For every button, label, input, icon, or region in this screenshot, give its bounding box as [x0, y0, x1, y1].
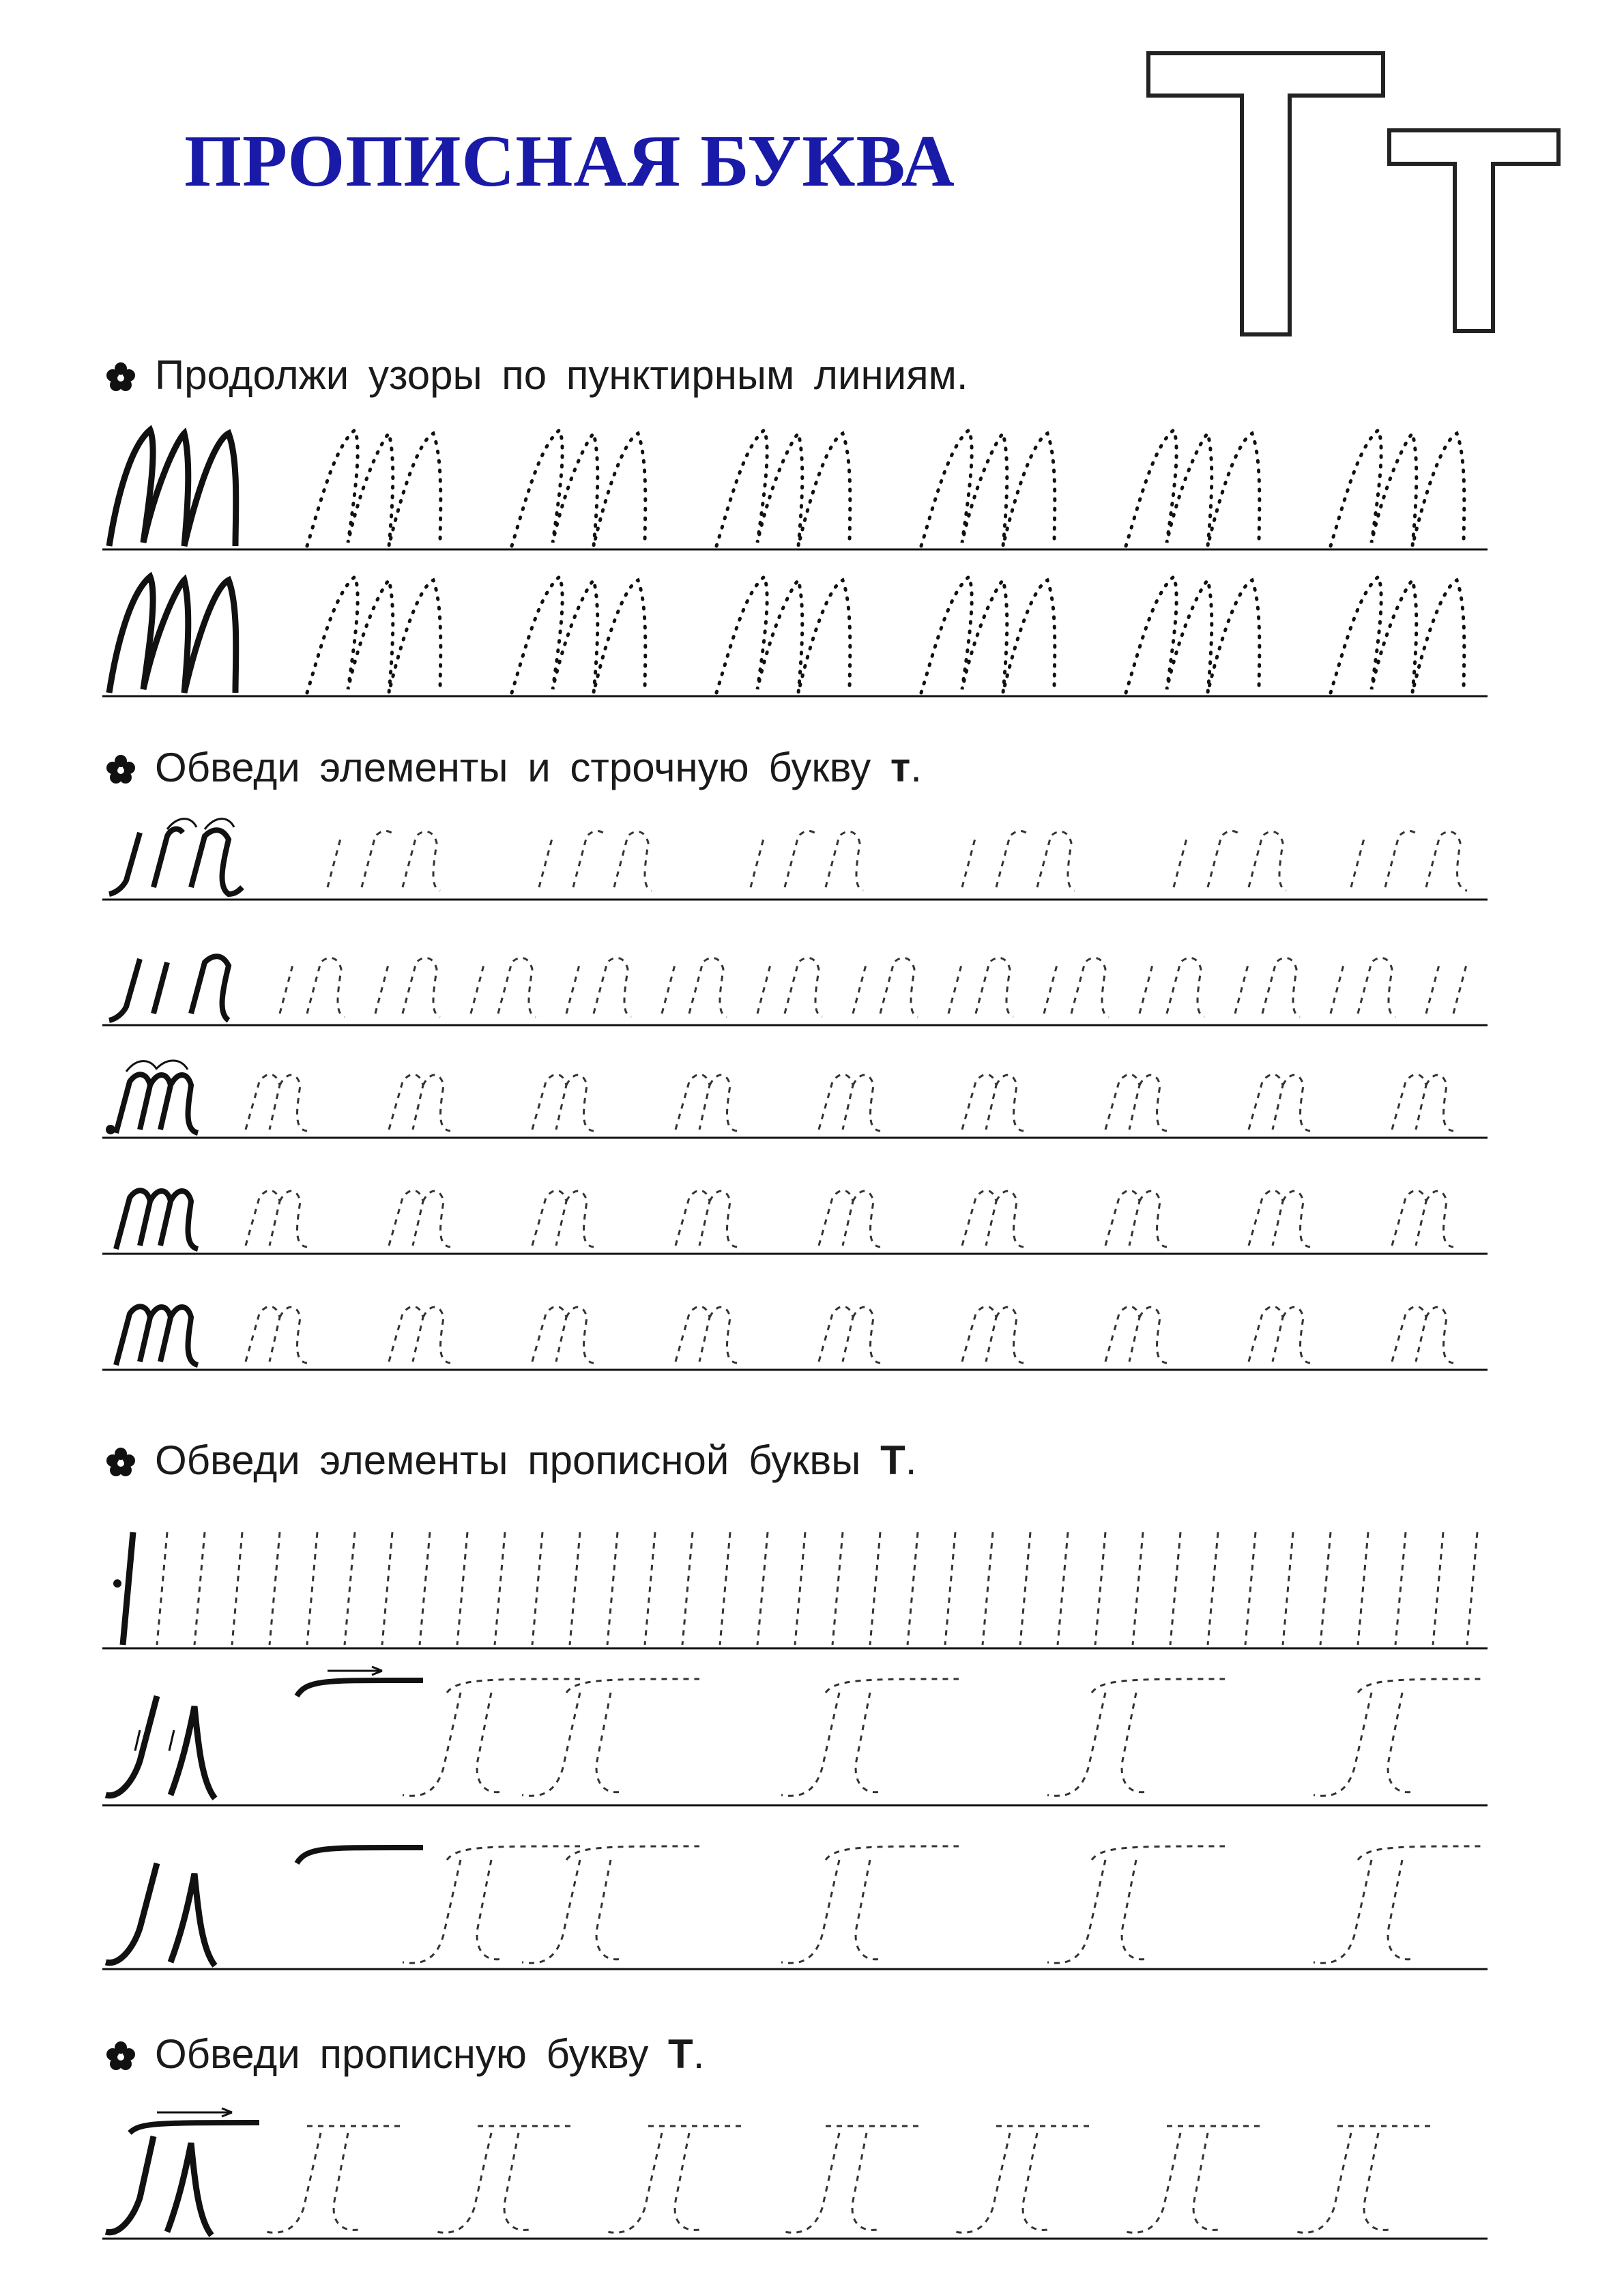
lowercase-letter-row-3 — [102, 1287, 1488, 1382]
flower-icon — [106, 754, 136, 784]
instruction-letter: Т — [668, 2031, 693, 2077]
big-letter-uppercase — [1143, 48, 1389, 341]
instruction-letter: т — [890, 745, 911, 790]
page-title: ПРОПИСНАЯ БУКВА — [184, 121, 955, 202]
lowercase-letter-row-2 — [102, 1171, 1488, 1266]
big-letter-lowercase — [1385, 126, 1563, 338]
instruction-text: Продолжи узоры по пунктирным линиям. — [155, 352, 968, 398]
pattern-row-1 — [102, 420, 1488, 556]
uppercase-letter-row — [102, 2106, 1488, 2249]
lowercase-letter-row-1 — [102, 1054, 1488, 1150]
lowercase-elements-row-2 — [102, 942, 1488, 1037]
instruction-text: Обведи элементы и строчную букву — [155, 745, 871, 790]
instruction-uppercase: Обведи прописную букву Т. — [106, 2030, 704, 2078]
instruction-letter: Т — [880, 1437, 905, 1483]
flower-icon — [106, 362, 136, 392]
flower-icon — [106, 2041, 136, 2071]
instruction-text: Обведи прописную букву — [155, 2031, 649, 2077]
instruction-text: Обведи элементы прописной буквы — [155, 1437, 861, 1483]
instruction-patterns — [106, 351, 968, 399]
pattern-row-2 — [102, 566, 1488, 703]
uppercase-elements-row-2 — [102, 1833, 1488, 1983]
lowercase-elements-row-1 — [102, 812, 1488, 908]
instruction-uppercase-elements: Обведи элементы прописной буквы Т. — [106, 1437, 916, 1484]
uppercase-elements-row-1 — [102, 1665, 1488, 1816]
instruction-lowercase: Обведи элементы и строчную букву т. — [106, 744, 922, 791]
uppercase-strokes-row — [102, 1519, 1488, 1659]
flower-icon — [106, 1447, 136, 1477]
